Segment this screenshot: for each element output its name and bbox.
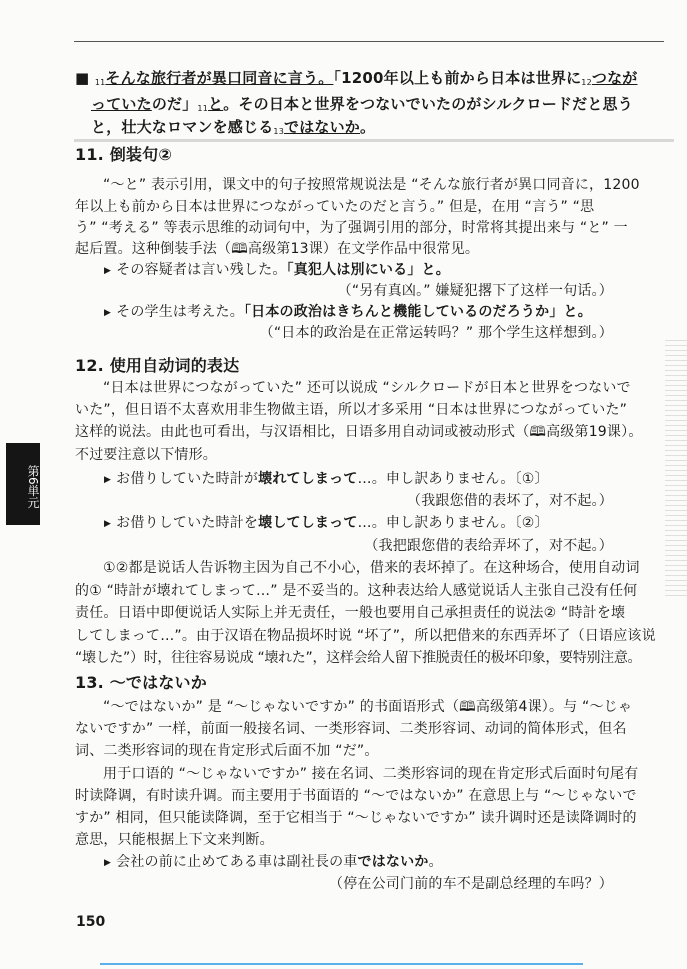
example-translation: （我把跟您借的表给弄坏了，对不起。）	[364, 538, 613, 554]
text: 。	[360, 118, 376, 136]
paragraph-line: 的① “時計が壊れてしまって…” 是不妥当的。这种表达给人感觉说话人主张自己没有任何	[75, 583, 638, 599]
triangle-bullet-icon: ▶	[104, 475, 112, 485]
square-bullet-icon: ■	[75, 69, 90, 87]
example-sentence	[104, 513, 644, 533]
example-translation: （“另有真凶。” 嫌疑犯撂下了这样一句话。）	[337, 283, 613, 299]
example-translation: （停在公司门前的车不是副总经理的车吗？）	[329, 876, 613, 892]
text: …。申し訳ありません。〔①〕	[357, 471, 549, 487]
paragraph-line: 年以上も前から日本は世界につながっていたのだと言う。” 但是，在用 “言う” “思	[75, 199, 595, 215]
example-sentence	[104, 302, 644, 322]
paragraph-line: ないですか” 一样，前面一般接名词、一类形容词、二类形容词、动词的简体形式，但名	[75, 721, 627, 737]
text: その学生は考えた。	[116, 304, 244, 320]
top-rule	[74, 41, 664, 42]
example-translation: （“日本的政治是在正常运转吗？” 那个学生这样想到。）	[259, 325, 613, 341]
text: お借りしていた時計が	[116, 471, 259, 487]
paragraph-line: 用于口语的 “～じゃないですか” 接在名词、二类形容词的现在肯定形式后面时句尾有	[103, 766, 639, 782]
underlined-text: ではないか	[284, 118, 361, 136]
text: と，壮大なロマンを感じる	[91, 118, 274, 136]
note-number: 13	[273, 127, 284, 136]
paragraph-line: “～ではないか” 是 “～じゃないですか” 的书面语形式（🕮高级第4课）。与 “～じゃ	[103, 699, 633, 715]
example-sentence	[104, 852, 644, 872]
text: その容疑者は言い残した。	[116, 262, 287, 278]
section-11-title: 11. 倒装句②	[75, 145, 173, 164]
text: 。その日本と世界をつないでいたのがシルクロードだと思う	[223, 95, 633, 113]
triangle-bullet-icon: ▶	[104, 858, 112, 868]
paragraph-line: 责任。日语中即便说话人实际上并无责任，一般也要用自己承担责任的说法② “時計を壊	[75, 605, 626, 621]
example-translation: （我跟您借的表坏了，对不起。）	[407, 493, 613, 509]
separator	[74, 139, 674, 142]
header-line-2	[91, 94, 631, 114]
page-number: 150	[76, 914, 106, 930]
underlined-text: と	[208, 95, 224, 113]
paragraph-line: してしまって…”。由于汉语在物品损坏时说 “坏了”，所以把借来的东西弄坏了（日语应该说	[75, 628, 656, 644]
bold-text: 「日本の政治はきちんと機能しているのだろうか」と。	[243, 304, 592, 320]
bottom-blue-line	[100, 963, 583, 965]
note-number: 12	[581, 78, 592, 87]
paragraph-line: “日本は世界につながっていた” 还可以说成 “シルクロードが日本と世界をつないで	[103, 380, 631, 396]
paragraph-line: 这样的说法。由此也可看出，与汉语相比，日语多用自动词或被动形式（🕮高级第19课）。	[75, 424, 643, 440]
text: 。	[428, 854, 443, 870]
underlined-text: っていた	[91, 95, 152, 113]
paragraph-line: ①②都是说话人告诉物主因为自己不小心，借来的表坏掉了。在这种场合，使用自动词	[103, 560, 640, 576]
header-line-1	[75, 68, 638, 88]
paragraph-line: 不过要注意以下情形。	[75, 447, 217, 463]
paragraph-line: 时读降调，有时读升调。而主要用于书面语的 “～ではないか” 在意思上与 “～じゃないで	[75, 788, 637, 804]
page-edge	[665, 340, 687, 600]
text: のだ」	[151, 95, 198, 113]
section-12-title: 12. 使用自动词的表达	[75, 356, 240, 375]
section-13-title: 13. ～ではないか	[75, 673, 207, 692]
paragraph-line: 起后置。这种倒装手法（🕮高级第13课）在文学作品中很常见。	[75, 241, 480, 257]
paragraph-line: 词、二类形容词的现在肯定形式后面不加 “だ”。	[75, 743, 379, 759]
text: お借りしていた時計を	[116, 515, 259, 531]
bold-text: 壊してしまって	[258, 515, 358, 531]
paragraph-line: すか” 相同，但只能读降调，至于它相当于 “～じゃないですか” 读升调时还是读降调时的	[75, 810, 637, 826]
text: 「1200年以上も前から日本は世界に	[333, 69, 582, 87]
triangle-bullet-icon: ▶	[104, 308, 112, 318]
underlined-text: そんな旅行者が異口同音に言う。	[105, 69, 334, 87]
header-line-3	[91, 117, 631, 137]
paragraph-line: “壊した”）时，往往容易说成 “壊れた”，这样会给人留下推脱责任的极坏印象，要特别注意。	[75, 650, 642, 666]
note-number: 11	[94, 78, 106, 87]
example-sentence	[104, 469, 644, 489]
triangle-bullet-icon: ▶	[104, 519, 112, 529]
bold-text: ではないか	[357, 854, 429, 870]
note-number: 11	[197, 104, 209, 113]
triangle-bullet-icon: ▶	[104, 266, 112, 276]
example-sentence	[104, 260, 644, 280]
bold-text: 壊れてしまって	[258, 471, 358, 487]
paragraph-line: う” “考える” 等表示思维的动词句中，为了强调引用的部分，时常将其提出来与 “と” 一	[75, 220, 628, 236]
unit-side-tab: 第6単元	[6, 443, 40, 525]
paragraph-line: “～と” 表示引用，课文中的句子按照常规说法是 “そんな旅行者が異口同音に，1200	[103, 177, 640, 193]
paragraph-line: いた”，但日语不太喜欢用非生物做主语，所以才多采用 “日本は世界につながっていた”	[75, 402, 628, 418]
text: 会社の前に止めてある車は副社長の車	[116, 854, 358, 870]
bold-text: 「真犯人は別にいる」と。	[286, 262, 450, 278]
underlined-text: つなが	[591, 69, 638, 87]
paragraph-line: 意思，只能根据上下文来判断。	[75, 832, 274, 848]
text: …。申し訳ありません。〔②〕	[357, 515, 549, 531]
